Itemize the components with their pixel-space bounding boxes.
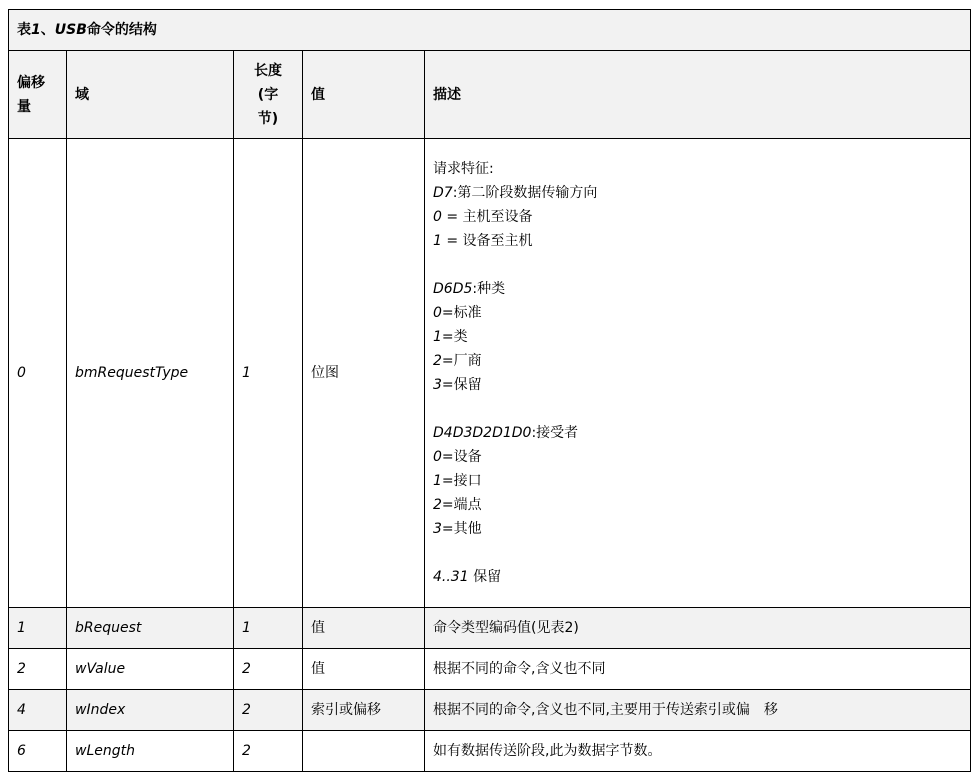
header-offset: 偏移 量: [9, 51, 67, 139]
table-row: [9, 731, 971, 772]
title-number: 1: [31, 22, 41, 38]
header-value: 值: [303, 51, 425, 139]
cell-offset: 0: [9, 139, 67, 608]
cell-field: bmRequestType: [67, 139, 234, 608]
cell-offset: 1: [9, 608, 67, 649]
header-field: 域: [67, 51, 234, 139]
cell-offset: 4: [9, 690, 67, 731]
title-usb: USB: [54, 22, 87, 38]
cell-value: 索引或偏移: [303, 690, 425, 731]
cell-field: wLength: [67, 731, 234, 772]
cell-description: 请求特征: D7:第二阶段数据传输方向 0 = 主机至设备 1 = 设备至主机 D6D5:种类 0=标准 1=类 2=厂商 3=保留 D4D3D2D1D0:接受者 0=设备 1=接口 2=端点 3=其他 4..31 保留: [425, 139, 971, 608]
title-separator: 、: [40, 22, 55, 38]
cell-length: 2: [234, 731, 303, 772]
cell-value: 位图: [303, 139, 425, 608]
cell-offset: 6: [9, 731, 67, 772]
cell-length: 2: [234, 649, 303, 690]
title-prefix: 表: [17, 22, 31, 38]
cell-length: 1: [234, 608, 303, 649]
table-row: [9, 608, 971, 649]
cell-length: 1: [234, 139, 303, 608]
cell-offset: 2: [9, 649, 67, 690]
header-row: [9, 51, 971, 139]
header-description: 描述: [425, 51, 971, 139]
cell-description: 根据不同的命令,含义也不同: [425, 649, 971, 690]
header-length: 长度 (字 节): [234, 51, 303, 139]
cell-value: 值: [303, 608, 425, 649]
table-title-row: [9, 10, 971, 51]
cell-field: bRequest: [67, 608, 234, 649]
table-row: [9, 139, 971, 608]
cell-value: [303, 731, 425, 772]
table-row: [9, 690, 971, 731]
cell-description: 如有数据传送阶段,此为数据字节数。: [425, 731, 971, 772]
table-row: [9, 649, 971, 690]
cell-length: 2: [234, 690, 303, 731]
cell-value: 值: [303, 649, 425, 690]
usb-command-table: [8, 9, 971, 772]
cell-field: wValue: [67, 649, 234, 690]
table-title: [9, 10, 971, 51]
cell-field: wIndex: [67, 690, 234, 731]
cell-description: 根据不同的命令,含义也不同,主要用于传送索引或偏 移: [425, 690, 971, 731]
cell-description: 命令类型编码值(见表2): [425, 608, 971, 649]
title-text: 命令的结构: [86, 22, 157, 38]
